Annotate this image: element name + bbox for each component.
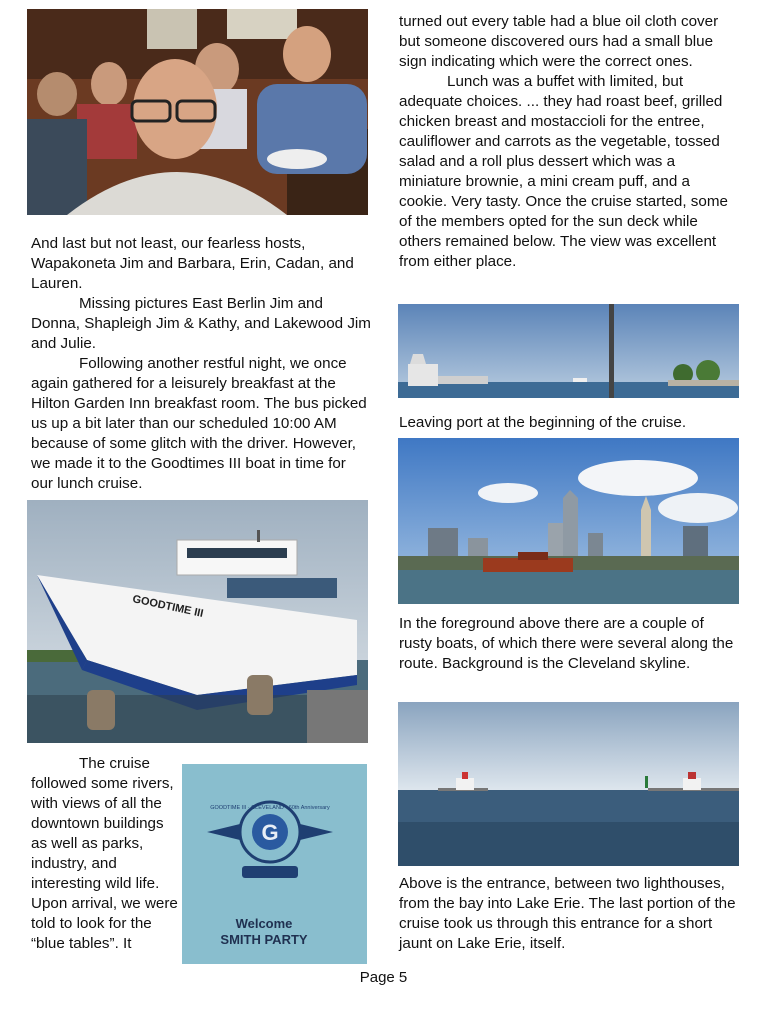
caption-skyline: In the foreground above there are a couple of rusty boats, of which there were several along the route. Background is the Cleveland skyline.	[399, 615, 734, 672]
port-photo	[398, 304, 739, 398]
caption-lighthouses: Above is the entrance, between two lighthouses, from the bay into Lake Erie. The last portion of the cruise took us through this entrance for a short jaunt on Lake Erie, itself.	[399, 875, 736, 952]
caption-port: Leaving port at the beginning of the cruise.	[399, 414, 687, 431]
sign-welcome: Welcome	[235, 916, 293, 931]
group-photo	[27, 9, 368, 215]
boat-hull-name: GOODTIME III	[131, 593, 205, 620]
welcome-sign-photo	[182, 764, 367, 964]
cruise-paragraph: The cruise followed some rivers, with views of all the downtown buildings as well as parks, industry, and interesting wild life. Upon arrival, we were told to look for the “blue tables”. It	[31, 755, 178, 952]
sign-logo-text: GOODTIME III · CLEVELAND · 60th Anniversary	[210, 805, 330, 811]
right-text-block	[399, 12, 737, 272]
sign-party: SMITH PARTY	[220, 932, 308, 947]
lighthouses-photo	[398, 702, 739, 866]
svg-text:G: G	[261, 820, 279, 845]
hosts-paragraph: And last but not least, our fearless hosts, Wapakoneta Jim and Barbara, Erin, Cadan, and Lauren.	[31, 235, 354, 292]
skyline-photo	[398, 438, 739, 604]
cruise-text-block	[31, 754, 181, 954]
left-text-block	[31, 234, 371, 494]
breakfast-paragraph: Following another restful night, we once again gathered for a leisurely breakfast at the Hilton Garden Inn breakfast room. The bus picked us up a bit later than our scheduled 10:00 AM because of some glitch with the driver. However, we made it to the Goodtimes III boat in time for our lunch cruise.	[31, 355, 367, 492]
blue-tables-paragraph: turned out every table had a blue oil cloth cover but someone discovered ours had a small blue sign indicating which were the correct ones.	[399, 13, 719, 70]
page-number: Page 5	[359, 969, 408, 986]
lunch-paragraph: Lunch was a buffet with limited, but adequate choices. ... they had roast beef, grilled chicken breast and mostaccioli for the entree, cauliflower and carrots as the vegetable, tossed salad and a roll plus dessert which was a miniature brownie, a mini cream puff, and a cookie. Very tasty. Once the cruise started, some of the members opted for the sun deck while others remained below. The view was excellent from either place.	[399, 73, 728, 270]
missing-pictures-paragraph: Missing pictures East Berlin Jim and Donna, Shapleigh Jim & Kathy, and Lakewood Jim and Julie.	[31, 295, 371, 352]
boat-photo	[27, 500, 368, 743]
